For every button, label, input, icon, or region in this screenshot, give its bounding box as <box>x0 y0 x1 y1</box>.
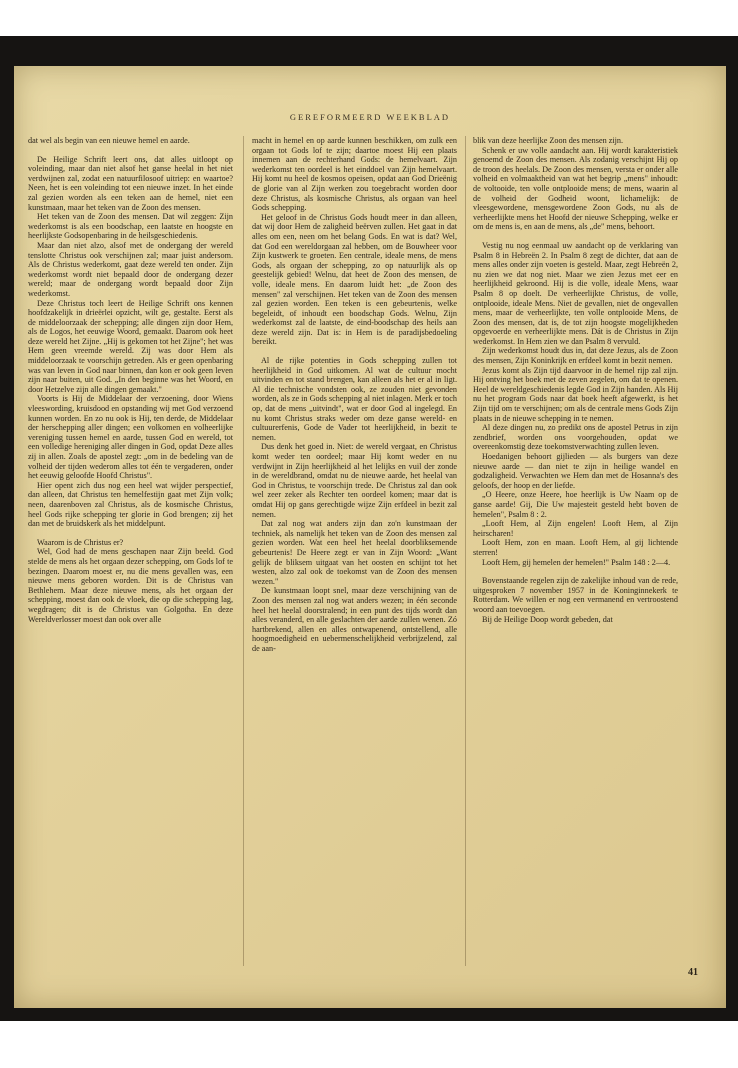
paragraph: Het teken van de Zoon des mensen. Dat wil zeggen: Zijn wederkomst is als een boodschap, een laatste en hoogste en heerlijkste Godsopenbaring in de heilsgeschiedenis. <box>28 212 233 241</box>
paragraph: macht in hemel en op aarde kunnen beschikken, om zulk een orgaan tot Gods lof te zijn; daartoe moest Hij een plaats innemen aan de rechterhand Gods: de hemelvaart. Zijn wederkomst ten oordeel is het einddoel van Zijn hemelvaart. Hij komt nu heel de kosmos opeisen, opdat aan God Drieënig de glorie van al Zijn werken zou toegebracht worden door deze Christus, als kosmische Christus, als orgaan van heel Gods schepping. <box>252 136 457 213</box>
paragraph: De kunstmaan loopt snel, maar deze verschijning van de Zoon des mensen zal nog wat anders wezen; in één seconde heel het heelal doorstralend; in een punt des tijds wordt dan alles veranderd, en alle geslachten der aarde zullen wenen. Zó hartbrekend, allen en alles ontwapenend, ontstellend, alle hoogmoedigheid en uebermenschelijkheid verbrijzelend, zal de aan- <box>252 586 457 653</box>
paragraph: Al deze dingen nu, zo predikt ons de apostel Petrus in zijn zendbrief, worden ons voorgehouden, opdat we overeenkomstig deze toekomstverwachting zullen leven. <box>473 423 678 452</box>
paragraph: Waarom is de Christus er? <box>37 537 124 547</box>
paragraph: Looft Hem, gij hemelen der hemelen!" Psalm 148 : 2—4. <box>482 557 671 567</box>
paragraph: Maar dan niet alzo, alsof met de ondergang der wereld tenslotte Christus ook verschijnen zal; maar juist andersom. Als de Christus wederkomt, gaat deze wereld ten onder. Zijn wederkomst wordt niet bepaald door de ondergang dezer wereld; maar de ondergang wordt bepaald door Zijn wederkomst. <box>28 240 233 298</box>
paragraph: Dat zal nog wat anders zijn dan zo'n kunstmaan der techniek, als namelijk het teken van de Zoon des mensen zal gezien worden. Wat een heel het heelal doorbliksemende gebeurtenis! De Heere zegt er van in Zijn Woord: „Want gelijk de bliksem uitgaat van het oosten en schijnt tot het westen, alzo zal ook de toekomst van de Zoon des mensen wezen." <box>252 519 457 586</box>
page-number: 41 <box>688 967 698 978</box>
column-divider <box>243 136 244 966</box>
text-column-2 <box>252 136 457 653</box>
paragraph: Zijn wederkomst houdt dus in, dat deze Jezus, als de Zoon des mensen, Zijn Koninkrijk en erfdeel komt in bezit nemen. <box>473 346 678 366</box>
paragraph: Bij de Heilige Doop wordt gebeden, dat <box>482 614 613 624</box>
paragraph: Bovenstaande regelen zijn de zakelijke inhoud van de rede, uitgesproken 7 november 1957 in de Koninginnekerk te Rotterdam. We willen er nog een vermanend en vertroostend woord aan toevoegen. <box>473 576 678 614</box>
paragraph: Hoedanigen behoort gijlieden — als burgers van deze nieuwe aarde — dan niet te zijn in heilige wandel en godzaligheid. Verwachten we Hem dan met de Hosanna's des geloofs, der hoop en der liefde. <box>473 452 678 490</box>
paragraph: „O Heere, onze Heere, hoe heerlijk is Uw Naam op de ganse aarde! Gij, Die Uw majesteit gesteld hebt boven de hemelen", Psalm 8 : 2. <box>473 490 678 519</box>
paragraph: dat wel als begin van een nieuwe hemel en aarde. <box>28 136 190 145</box>
paragraph: De Heilige Schrift leert ons, dat alles uitloopt op voleinding, maar dan niet alsof het ganse heelal in het niet verdwijnen zal, zodat een natuurfilosoof uitriep: en waartoe? Neen, het is een voleinding tot een nieuwe inzet. In het einde zal gezien worden als een teken aan de hemel, niet een kunstmaan, maar het teken van de Zoon des mensen. <box>28 154 233 212</box>
paragraph: Looft Hem, zon en maan. Looft Hem, al gij lichtende sterren! <box>473 538 678 557</box>
paragraph: Jezus komt als Zijn tijd daarvoor in de hemel rijp zal zijn. Hij ontving het boek met de zeven zegelen, om dat te openen. Heel de wereldgeschiedenis legde God in Zijn handen. Als Hij nu het program Gods naar dat boek heeft afgewerkt, is het Zijn tijd om te verschijnen; om als de centrale mens Gods Zijn plaats in de nieuwe schepping in te nemen. <box>473 365 678 423</box>
paragraph: Dus denk het goed in. Niet: de wereld vergaat, en Christus komt weder ten oordeel; maar Hij komt weder en nu verdwijnt in Zijn heerlijkheid al het lelijks en vuil der zonde in de wereldbrand, omdat nu de nieuwe aarde, het heelal van God in Christus, te voorschijn trede. De Christus zal dan ook wel zeer zeker als Rechter ten oordeel komen; maar dat is omdat Hij op gans gerechtigde wijze Zijn erfdeel in bezit zal nemen. <box>252 442 457 519</box>
paragraph: Deze Christus toch leert de Heilige Schrift ons kennen hoofdzakelijk in drieërlei opzicht, wilt ge, gestalte. Eerst als de middeloorzaak der schepping; alle dingen zijn door Hem, als de Logos, het eeuwige Woord, gemaakt. Daarom ook heet deze wereld het Zijne. „Hij is gekomen tot het Zijne"; het was Hem geen vreemde wereld. Zij was door Hem als middeloorzaak te voorschijn getreden. Als er geen openbaring was van leven in God naar binnen, dan kon er ook geen leven zijn naar buiten, uit God. „In den beginne was het Woord, en door Hetzelve zijn alle dingen gemaakt." <box>28 298 233 394</box>
text-column-3 <box>473 136 678 624</box>
paragraph: Voorts is Hij de Middelaar der verzoening, door Wiens vleeswording, kruisdood en opstanding wij met God verzoend kunnen worden. En zo nu ook is Hij, ten derde, de Middelaar der herschepping aller dingen; een volkomen en volheerlijke vereniging tussen hemel en aarde, tussen God en wereld, tot een volledige hereniging aller dingen in God, opdat Deze alles zij in allen. Zoals de apostel zegt: „om in de bedeling van de volheid der tijden wederom alles tot één te vergaderen, onder het eeuwig geloofde Hoofd Christus". <box>28 394 233 481</box>
paragraph: Schenk er uw volle aandacht aan. Hij wordt karakteristiek genoemd de Zoon des mensen. Als zodanig verschijnt Hij op de troon des heelals. De Zoon des mensen, versta er onder alle volheid en volmaaktheid van wat het begrip „mens" inhoudt: de voltooide, ten volle ontplooide mens; de mens, waarin al de volheid der Godheid woont, lichamelijk: de vleesgewordene, mensgewordene Zoon Gods, nu als de verheerlijkte mens het Hoofd der nieuwe Schepping, welke er om de mens is, en aan de mens, als „de" mens, behoort. <box>473 145 678 232</box>
paragraph: Vestig nu nog eenmaal uw aandacht op de verklaring van Psalm 8 in Hebreën 2. In Psalm 8 zegt de dichter, dat aan de mens alles onder zijn voeten is gesteld. Maar, zegt Hebreën 2, nu zien we dat nog niet. Maar we zien Jezus met eer en heerlijkheid gekroond. Hij is die volle, ideale Mens, waar Psalm 8 op doelt. De verheerlijkte Christus, de volle, ontplooide, ideale Mens. Niet de gevallen, niet de ongevallen mens, maar de verheerlijkte, ten volle ontplooide Mens, de Zoon des mensen, dat is, de tot zijn hoogste mogelijkheden opgevoerde en verheerlijkte mens. Dát is de Christus in Zijn wederkomst. In Hem zien we dan Psalm 8 vervuld. <box>473 240 678 346</box>
paragraph: Al de rijke potenties in Gods schepping zullen tot heerlijkheid in God uitkomen. Al wat de cultuur mocht uitvinden en tot stand brengen, kan alleen als het er al in ligt. Al die technische vondsten ook, ze zouden niet gevonden worden, als ze in Gods schepping al niet inlagen. Merk er toch op, dat de mens „uitvindt", wat er door God al ingelegd. En nu komt Christus straks weder om deze ganse wereld- en cultuurerfenis, Gode de Vader tot heerlijkheid, in bezit te nemen. <box>252 356 457 442</box>
column-divider <box>465 136 466 966</box>
magazine-page <box>14 66 726 1008</box>
text-column-1 <box>28 136 233 624</box>
paragraph: Het geloof in de Christus Gods houdt meer in dan alleen, dat wij door Hem de zaligheid beërven zullen. Het gaat in dat alles om een, neen om het belang Gods. En wat is dat? Wel, dat God een wereldorgaan zal hebben, om de Bouwheer voor Zijn kustwerk te groeten. Een centrale, ideale mens, de mens Gods, als orgaan der schepping, zo op natuurlijk als op geestelijk gebied! Welnu, dat heet de Zoon des mensen, de volle, ideale mens. En daarom luidt het: „de Zoon des mensen" zal verschijnen. Het teken van de Zoon des mensen zal gezien worden. Een teken is een gebeurtenis, welke begeleidt, of inhoudt een boodschap Gods. Welnu, Zijn wederkomst zal de laatste, de eind-boodschap des heils aan deze wereld zijn. Dat is: in Hem is de paradijsbedoeling bereikt. <box>252 212 457 347</box>
paragraph: blik van deze heerlijke Zoon des mensen zijn. <box>473 136 624 145</box>
paragraph: Hier opent zich dus nog een heel wat wijder perspectief, dan alleen, dat Christus ten hemelfestijn gaat met Zijn volk; neen, daarenboven zal Christus, als de kosmische Christus, heel Gods rijke schepping ter glorie in God brengen; zij het dan met de bruidskerk als het middelpunt. <box>28 480 233 529</box>
page-header: GEREFORMEERD WEEKBLAD <box>289 112 451 122</box>
paragraph: „Looft Hem, al Zijn engelen! Looft Hem, al Zijn heirscharen! <box>473 519 678 538</box>
paragraph: Wel, God had de mens geschapen naar Zijn beeld. God stelde de mens als het orgaan dezer schepping, om Gods lof te bezingen. Daarom moest er, nu die mens gevallen was, een nieuwe mens geboren worden. Dit is de Christus van Bethlehem. Maar deze nieuwe mens, als het orgaan der schepping, moest dan ook de vloek, die op die schepping lag, wegdragen; dit is de Christus van Golgotha. En deze Wereldverlosser moest dan ook over alle <box>28 547 233 624</box>
